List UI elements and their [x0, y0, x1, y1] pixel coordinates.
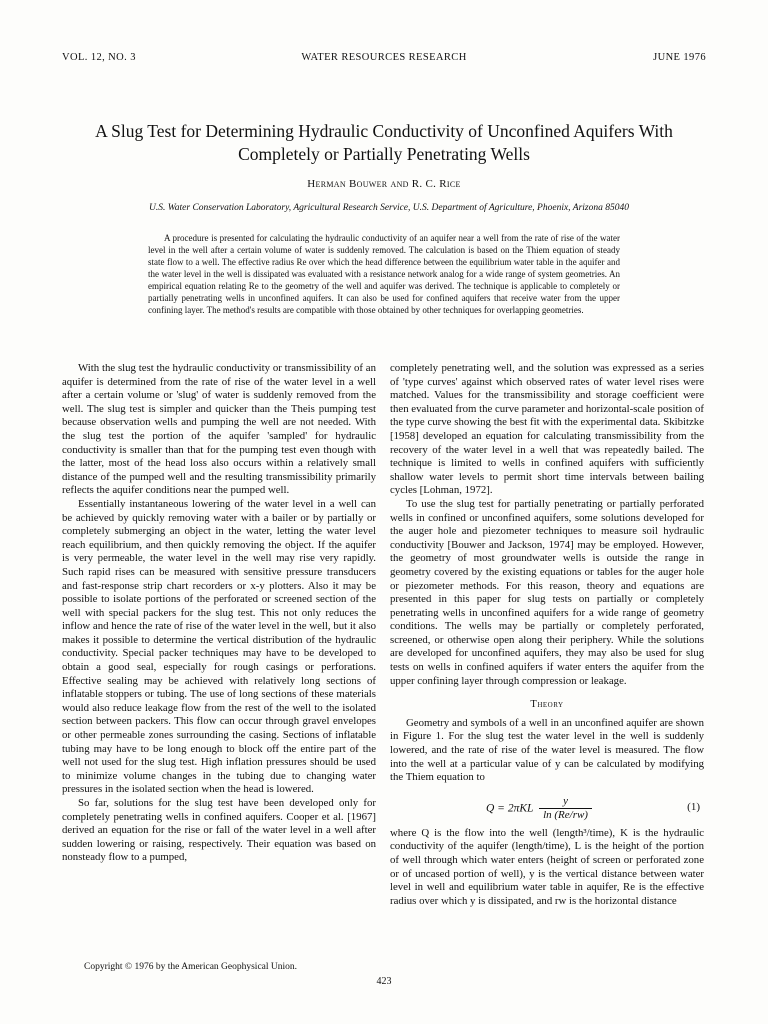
author-list: Herman Bouwer and R. C. Rice [307, 178, 461, 190]
body-paragraph: Geometry and symbols of a well in an unconfined aquifer are shown in Figure 1. For the slug test the water level in the well is suddenly lowered, and the rate of rise of the water level is measured. The flow into the well at a particular value of y can be calculated by modifying the Thiem equation to [390, 716, 704, 784]
author-affiliation: U.S. Water Conservation Laboratory, Agricultural Research Service, U.S. Department of Agriculture, Phoenix, Arizona 85040 [149, 203, 629, 213]
issue-date: JUNE 1976 [653, 52, 706, 63]
volume-number: VOL. 12, NO. 3 [62, 52, 136, 63]
paper-title: A Slug Test for Determining Hydraulic Conductivity of Unconfined Aquifers With Completely or Partially Penetrating Wells [95, 121, 673, 164]
abstract: A procedure is presented for calculating the hydraulic conductivity of an aquifer near a well from the rate of rise of the water level in the well after a certain volume of water is suddenly removed. The calculation is based on the Thiem equation of steady state flow to a well. The effective radius Re over which the head difference between the equilibrium water table in the aquifer and the water level in the well is dissipated was evaluated with a resistance network analog for a wide range of system geometries. An empirical equation relating Re to the geometry of the well and aquifer was derived. The technique is applicable to completely or partially penetrating wells in unconfined aquifers. It can also be used for confined aquifers that receive water from the upper confining layer. The method's results are compatible with those obtained by other techniques for overlapping geometries. [148, 233, 620, 315]
equation-body [486, 795, 592, 823]
running-header [62, 52, 706, 68]
left-column [62, 362, 376, 865]
equation-lhs: Q = 2πKL [486, 802, 534, 815]
section-heading-theory: Theory [530, 699, 564, 711]
journal-name: WATER RESOURCES RESEARCH [301, 52, 467, 63]
equation-numerator: y [539, 795, 592, 810]
page-number: 423 [376, 976, 392, 987]
equation-1 [390, 789, 704, 823]
body-paragraph: Essentially instantaneous lowering of the water level in a well can be achieved by quickly removing water with a bailer or by partially or completely submerging an object in the water, letting the water level reach equilibrium, and then quickly removing the object. If the aquifer is very permeable, the water level in the well may rise very rapidly. Such rapid rises can be measured with sensitive pressure transducers and fast-response strip chart recorders or x-y plotters. Also it may be possible to isolate portions of the perforated or screened section of the well with special packers for the slug test. This not only reduces the inflow and hence the rate of rise of the water level in the well, but it also makes it possible to determine the vertical distribution of the hydraulic conductivity. Special packer techniques may have to be developed to obtain a good seal, especially for rough casings or perforations. Effective sealing may be achieved with relatively long sections of inflatable stoppers or tubing. The use of long sections of these materials would also reduce leakage flow from the rest of the well to the isolated section between packers. This flow can occur through gravel envelopes or other permeable zones surrounding the casing. Sections of inflatable tubing may have to be long enough to block off the entire part of the well not used for the slug test. High inflation pressures should be used to minimize volume changes in the tubing due to changing water pressures in the isolated section when the head is lowered. [62, 497, 376, 796]
body-paragraph: where Q is the flow into the well (length³/time), K is the hydraulic conductivity of the aquifer (length/time), L is the height of the portion of well through which water enters (height of screen or perforated zone or of uncased portion of well), y is the vertical distance between water level in well and equilibrium water table in aquifer, Re is the effective radius over which y is dissipated, and rw is the horizontal distance [390, 826, 704, 907]
body-paragraph: So far, solutions for the slug test have been developed only for completely penetrating wells in confined aquifers. Cooper et al. [1967] derived an equation for the rise or fall of the water level in a well after sudden lowering or raising, respectively. Their equation was based on nonsteady flow to a pumped, [62, 797, 376, 864]
right-column [390, 362, 704, 908]
body-paragraph: completely penetrating well, and the solution was expressed as a series of 'type curves' against which observed rates of water level rises were matched. Values for the transmissibility and storage coefficient were then evaluated from the curve parameter and horizontal-scale position of the type curve showing the best fit with the experimental data. Skibitzke [1958] developed an equation for calculating transmissibility from the recovery of the water level in a well that was repeatedly bailed. The technique is limited to wells in confined aquifers with sufficiently shallow water levels to permit short time intervals between bailing cycles [Lohman, 1972]. [390, 362, 704, 497]
body-paragraph: With the slug test the hydraulic conductivity or transmissibility of an aquifer is determined from the rate of rise of the water level in a well after a certain volume or 'slug' of water is suddenly removed from the well. The slug test is simpler and quicker than the Theis pumping test because observation wells and pumping the well are not needed. With the slug test the portion of the aquifer 'sampled' for hydraulic conductivity is smaller than that for the pumping test even though with the latter, most of the head loss also occurs within a relatively small distance of the pumped well and the resulting transmissibility primarily reflects the aquifer conditions near the pumped well. [62, 362, 376, 497]
body-paragraph: To use the slug test for partially penetrating or partially perforated wells in confined or unconfined aquifers, some solutions developed for the auger hole and piezometer techniques to measure soil hydraulic conductivity [Bouwer and Jackson, 1974] may be employed. However, the geometry of most groundwater wells is outside the range in geometry covered by the existing equations or tables for the auger hole or piezometer methods. For this reason, theory and equations are presented in this paper for slug tests on partially or completely penetrating wells in unconfined aquifers for a wide range of geometry conditions. The wells may be partially or completely perforated, screened, or otherwise open along their periphery. While the solutions are developed for unconfined aquifers, they may also be used for slug tests on wells in confined aquifers if water enters the aquifer from the upper confining layer through compression or leakage. [390, 497, 704, 687]
equation-number: (1) [687, 800, 700, 813]
equation-fraction [539, 795, 592, 823]
copyright-notice: Copyright © 1976 by the American Geophysical Union. [84, 962, 298, 972]
equation-denominator: ln (Re/rw) [543, 809, 588, 822]
